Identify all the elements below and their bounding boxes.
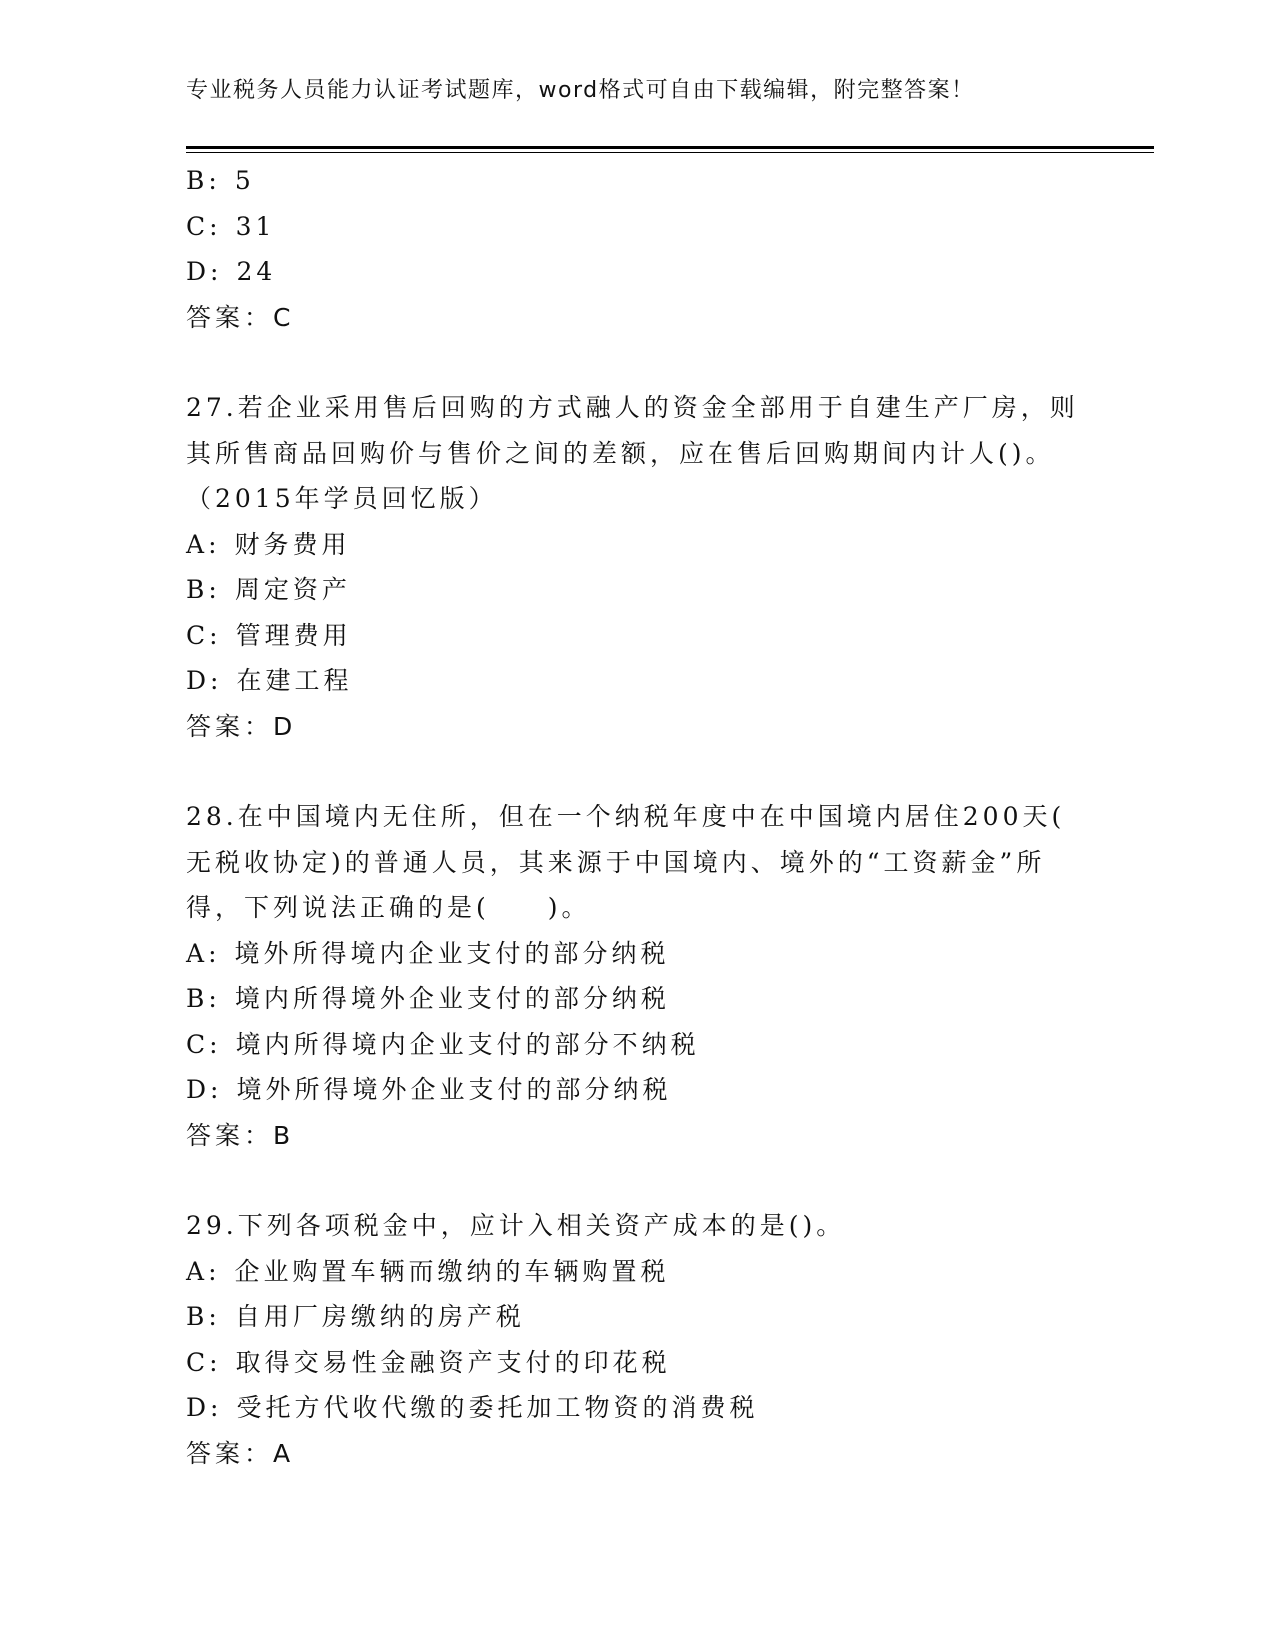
answer-line: 答案：A bbox=[186, 1438, 295, 1468]
option-b: B: 境内所得境外企业支付的部分纳税 bbox=[186, 984, 670, 1013]
option-a: A: 财务费用 bbox=[186, 529, 351, 559]
option-c: C: 管理费用 bbox=[186, 620, 352, 650]
question-stem-line: 28.在中国境内无住所，但在一个纳税年度中在中国境内居住200天( bbox=[186, 802, 1066, 831]
question-26-fragment bbox=[186, 158, 1106, 340]
answer-line: 答案：C bbox=[186, 302, 295, 332]
exam-content bbox=[186, 158, 1106, 1476]
option-b: B: 自用厂房缴纳的房产税 bbox=[186, 1302, 525, 1331]
option-b: B: 周定资产 bbox=[186, 575, 351, 604]
page-header-title: 专业税务人员能力认证考试题库，word格式可自由下载编辑，附完整答案！ bbox=[186, 78, 975, 103]
question-29 bbox=[186, 1203, 1106, 1476]
option-d: D: 在建工程 bbox=[186, 666, 353, 695]
option-d: D: 24 bbox=[186, 257, 277, 286]
option-c: C: 境内所得境内企业支付的部分不纳税 bbox=[186, 1029, 700, 1059]
question-stem-line: 其所售商品回购价与售价之间的差额，应在售后回购期间内计人()。 bbox=[186, 438, 1055, 468]
question-stem-line: 得，下列说法正确的是( )。 bbox=[186, 893, 591, 922]
question-stem-line: 29.下列各项税金中，应计入相关资产成本的是()。 bbox=[186, 1211, 846, 1240]
option-a: A: 境外所得境内企业支付的部分纳税 bbox=[186, 938, 670, 968]
answer-line: 答案：B bbox=[186, 1120, 295, 1150]
question-28 bbox=[186, 794, 1106, 1158]
header-divider-thick bbox=[186, 146, 1154, 149]
header-divider-thin bbox=[186, 152, 1154, 153]
question-stem-line: 无税收协定)的普通人员，其来源于中国境内、境外的“工资薪金”所 bbox=[186, 847, 1046, 877]
option-c: C: 取得交易性金融资产支付的印花税 bbox=[186, 1347, 671, 1377]
option-b: B: 5 bbox=[186, 166, 255, 195]
answer-line: 答案：D bbox=[186, 711, 297, 741]
question-27 bbox=[186, 385, 1106, 749]
question-stem-line: （2015年学员回忆版） bbox=[186, 484, 498, 513]
option-d: D: 受托方代收代缴的委托加工物资的消费税 bbox=[186, 1393, 759, 1422]
question-stem-line: 27.若企业采用售后回购的方式融人的资金全部用于自建生产厂房，则 bbox=[186, 393, 1079, 422]
option-c: C: 31 bbox=[186, 211, 276, 241]
option-d: D: 境外所得境外企业支付的部分纳税 bbox=[186, 1075, 672, 1104]
option-a: A: 企业购置车辆而缴纳的车辆购置税 bbox=[186, 1256, 670, 1286]
